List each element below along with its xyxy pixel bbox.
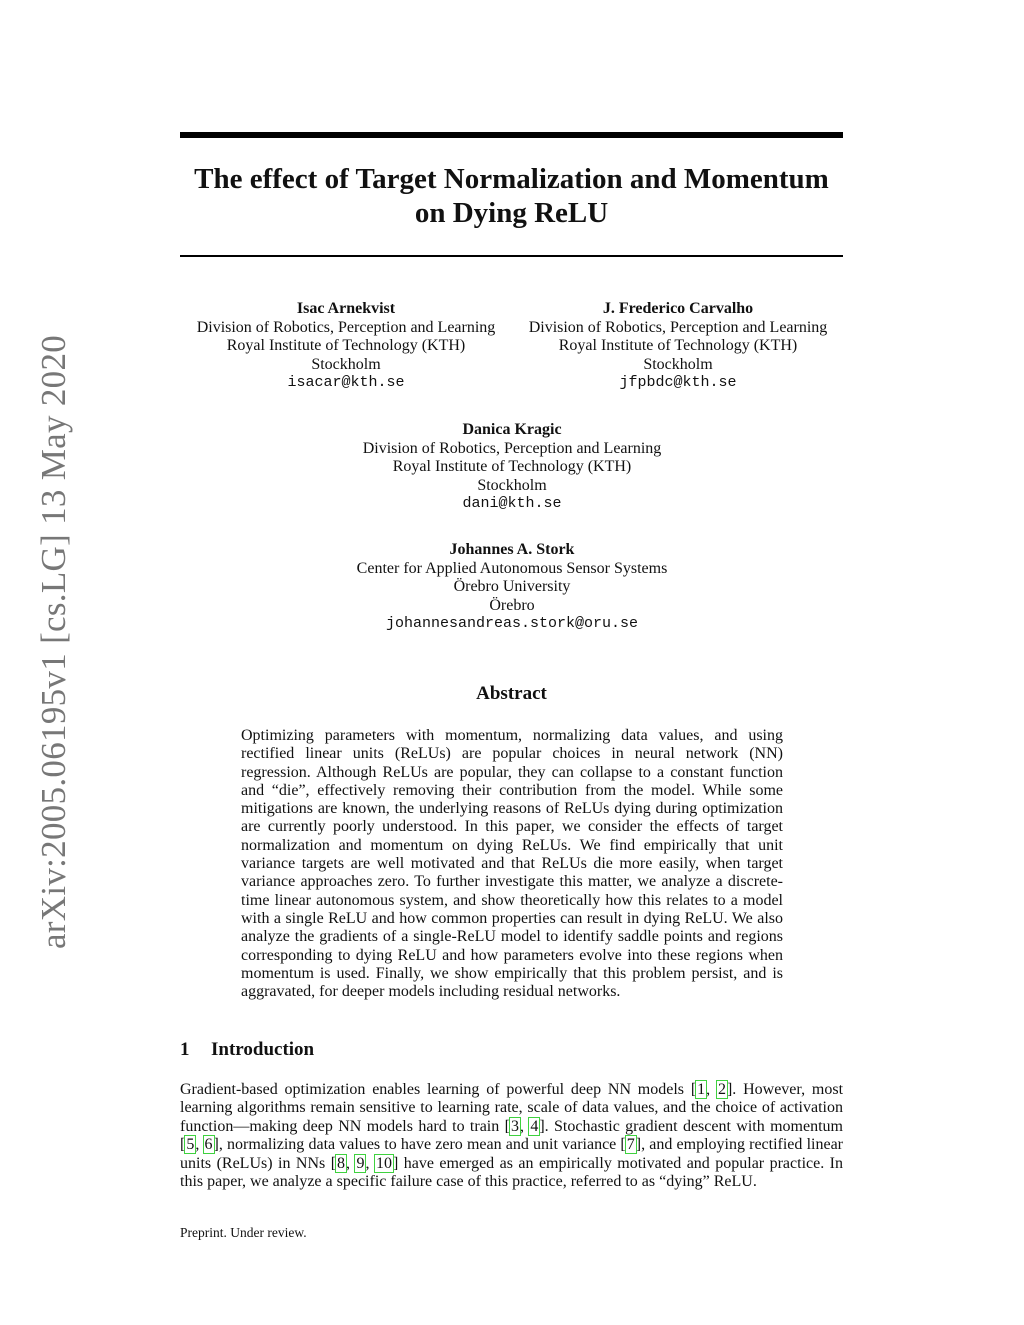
author-email[interactable]: isacar@kth.se: [287, 374, 405, 391]
intro-text: ] have emerged as an empirically motivated and popular practice. In this paper, we analyze a specific failure case of this practice, referred to as “dying” ReLU.: [180, 1154, 843, 1191]
title-line-1: The effect of Target Normalization and Momentum: [194, 163, 829, 195]
citation-link[interactable]: 5: [186, 1136, 195, 1154]
author-institution: Royal Institute of Technology (KTH): [558, 337, 798, 354]
section-heading: [180, 1039, 314, 1061]
section-title: Introduction: [211, 1039, 315, 1060]
author-email[interactable]: dani@kth.se: [462, 495, 562, 512]
citation-link[interactable]: 3: [510, 1117, 519, 1135]
title-line-2: on Dying ReLU: [414, 197, 609, 229]
intro-text: ], and employing rectified linear units (ReLUs) in NNs [: [180, 1136, 843, 1172]
citation-link[interactable]: 1: [697, 1081, 706, 1098]
author-affiliation: Center for Applied Autonomous Sensor Systems: [356, 559, 668, 577]
intro-text: ]. However, most learning algorithms remain sensitive to learning rate, scale of data values, and the choice of activation function—making deep NN models hard to train [: [180, 1081, 844, 1135]
citation-separator: ,: [519, 1117, 530, 1135]
citation-link[interactable]: 2: [717, 1081, 726, 1098]
arxiv-identifier-stamp: arXiv:2005.06195v1 [cs.LG] 13 May 2020: [34, 334, 73, 950]
citation-separator: ,: [365, 1154, 375, 1172]
author-city: Stockholm: [477, 476, 547, 494]
intro-text: ]. Stochastic gradient descent with momentum [: [180, 1117, 843, 1154]
title-top-rule: [180, 132, 843, 138]
citation-link[interactable]: 6: [204, 1136, 213, 1154]
author-email[interactable]: johannesandreas.stork@oru.se: [385, 615, 639, 632]
footer-note: Preprint. Under review.: [180, 1225, 307, 1240]
author-city: Stockholm: [311, 355, 381, 373]
author-name: J. Frederico Carvalho: [602, 300, 754, 317]
author-city: Stockholm: [643, 355, 713, 373]
intro-text: ], normalizing data values to have zero mean and unit variance [: [213, 1136, 626, 1154]
author-block: [502, 300, 854, 393]
paper-title: [180, 162, 843, 230]
author-city: Örebro: [489, 596, 535, 614]
author-institution: Royal Institute of Technology (KTH): [392, 458, 632, 475]
introduction-paragraph: [180, 1081, 843, 1191]
citation-link[interactable]: 9: [356, 1154, 365, 1172]
citation-separator: ,: [706, 1081, 717, 1098]
author-institution: Royal Institute of Technology (KTH): [226, 337, 466, 354]
author-name: Danica Kragic: [462, 421, 562, 438]
author-affiliation: Division of Robotics, Perception and Learning: [362, 439, 662, 457]
intro-text: Gradient-based optimization enables learning of powerful deep NN models [: [180, 1081, 697, 1098]
citation-link[interactable]: 4: [530, 1117, 539, 1135]
author-name: Isac Arnekvist: [296, 300, 396, 317]
author-email[interactable]: jfpbdc@kth.se: [619, 374, 737, 391]
author-affiliation: Division of Robotics, Perception and Learning: [196, 318, 496, 336]
citation-separator: ,: [346, 1154, 356, 1172]
citation-separator: ,: [195, 1136, 204, 1154]
author-institution: Örebro University: [453, 578, 571, 595]
title-bottom-rule: [180, 255, 843, 257]
section-number: 1: [180, 1039, 190, 1060]
author-block: [287, 421, 737, 514]
author-block: [287, 541, 737, 634]
citation-link[interactable]: 10: [375, 1154, 392, 1172]
abstract-text: Optimizing parameters with momentum, normalizing data values, and using rectified linear units (ReLUs) are popular choices in neural network (NN) regression. Although ReLUs are popular, they can collapse to a constant function and “die”, effectively removing their contribution from the model. While some mitigations are known, the underlying reasons of ReLUs dying during optimization are currently poorly understood. In this paper, we consider the effects of target normalization and momentum on dying ReLUs. We find empirically that unit variance targets are well motivated and that ReLUs die more easily, when target variance approaches zero. To further investigate this matter, we analyze a discrete-time linear autonomous system, and show theoretically how this relates to a model with a single ReLU and how common properties can result in dying ReLU. We also analyze the gradients of a single-ReLU model to identify saddle points and regions corresponding to dying ReLU and how parameters evolve into these regions when momentum is used. Finally, we show empirically that this problem persist, and is aggravated, for deeper models including residual networks.: [241, 727, 783, 1001]
author-name: Johannes A. Stork: [449, 541, 575, 558]
citation-link[interactable]: 7: [626, 1136, 635, 1154]
author-block: [170, 300, 522, 393]
abstract-heading: Abstract: [476, 683, 547, 704]
citation-link[interactable]: 8: [337, 1154, 346, 1172]
author-affiliation: Division of Robotics, Perception and Learning: [528, 318, 828, 336]
